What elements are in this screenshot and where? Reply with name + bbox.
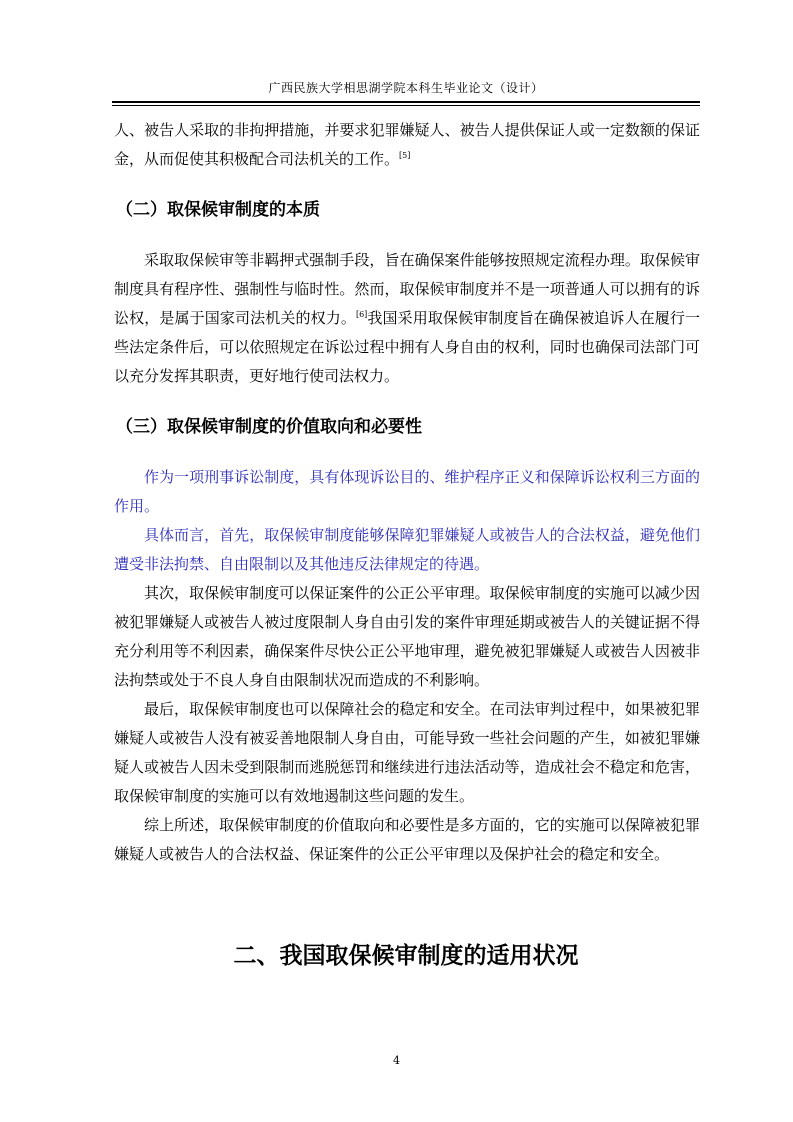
essence-paragraph: 采取取保候审等非羁押式强制手段，旨在确保案件能够按照规定流程办理。取保候审制度具有程序性、强制性与临时性。然而，取保候审制度并不是一项普通人可以拥有的诉讼权，是属于国家司法机关的权力。[6]我国采用取保候审制度旨在确保被追诉人在履行一些法定条件后，可以依照规定在诉讼过程中拥有人身自由的权利，同时也确保司法部门可以充分发挥其职责，更好地行使司法权力。 (114, 251, 700, 385)
running-header: 广西民族大学相思湖学院本科生毕业论文（设计） (268, 81, 544, 95)
value-paragraph-4: 最后，取保候审制度也可以保障社会的稳定和安全。在司法审判过程中，如果被犯罪嫌疑人或被告人没有被妥善地限制人身自由，可能导致一些社会问题的产生，如被犯罪嫌疑人或被告人因未受到限制而逃脱惩罚和继续进行违法活动等，造成社会不稳定和危害，取保候审制度的实施可以有效地遏制这些问题的发生。 (114, 700, 700, 805)
citation-6: [6] (355, 310, 368, 319)
section-heading-essence: （二）取保候审制度的本质 (116, 200, 320, 220)
section-heading-value: （三）取保候审制度的价值取向和必要性 (116, 417, 422, 437)
value-paragraph-3: 其次，取保候审制度可以保证案件的公正公平审理。取保候审制度的实施可以减少因被犯罪嫌疑人或被告人被过度限制人身自由引发的案件审理延期或被告人的关键证据不得充分利用等不利因素，确保案件尽快公正公平地审理，避免被犯罪嫌疑人或被告人因被非法拘禁或处于不良人身自由限制状况而造成的不利影响。 (114, 584, 700, 689)
essence-paragraph-block (114, 246, 700, 391)
page-number: 4 (393, 1054, 400, 1067)
value-paragraphs-block (114, 463, 700, 869)
header-rule-thin (112, 105, 700, 106)
header-rule-thick (112, 101, 700, 103)
value-paragraph-5: 综上所述，取保候审制度的价值取向和必要性是多方面的，它的实施可以保障被犯罪嫌疑人或被告人的合法权益、保证案件的公正公平审理以及保护社会的稳定和安全。 (114, 816, 700, 863)
value-paragraph-1: 作为一项刑事诉讼制度，具有体现诉讼目的、维护程序正义和保障诉讼权利三方面的作用。 (114, 468, 700, 515)
chapter-heading: 二、我国取保候审制度的适用状况 (233, 942, 579, 969)
citation-5: [5] (399, 151, 411, 160)
value-paragraph-2: 具体而言，首先，取保候审制度能够保障犯罪嫌疑人或被告人的合法权益，避免他们遭受非法拘禁、自由限制以及其他违反法律规定的待遇。 (114, 526, 700, 573)
intro-paragraph-block (114, 116, 700, 174)
intro-paragraph: 人、被告人采取的非拘押措施，并要求犯罪嫌疑人、被告人提供保证人或一定数额的保证金，从而促使其积极配合司法机关的工作。[5] (114, 121, 700, 168)
